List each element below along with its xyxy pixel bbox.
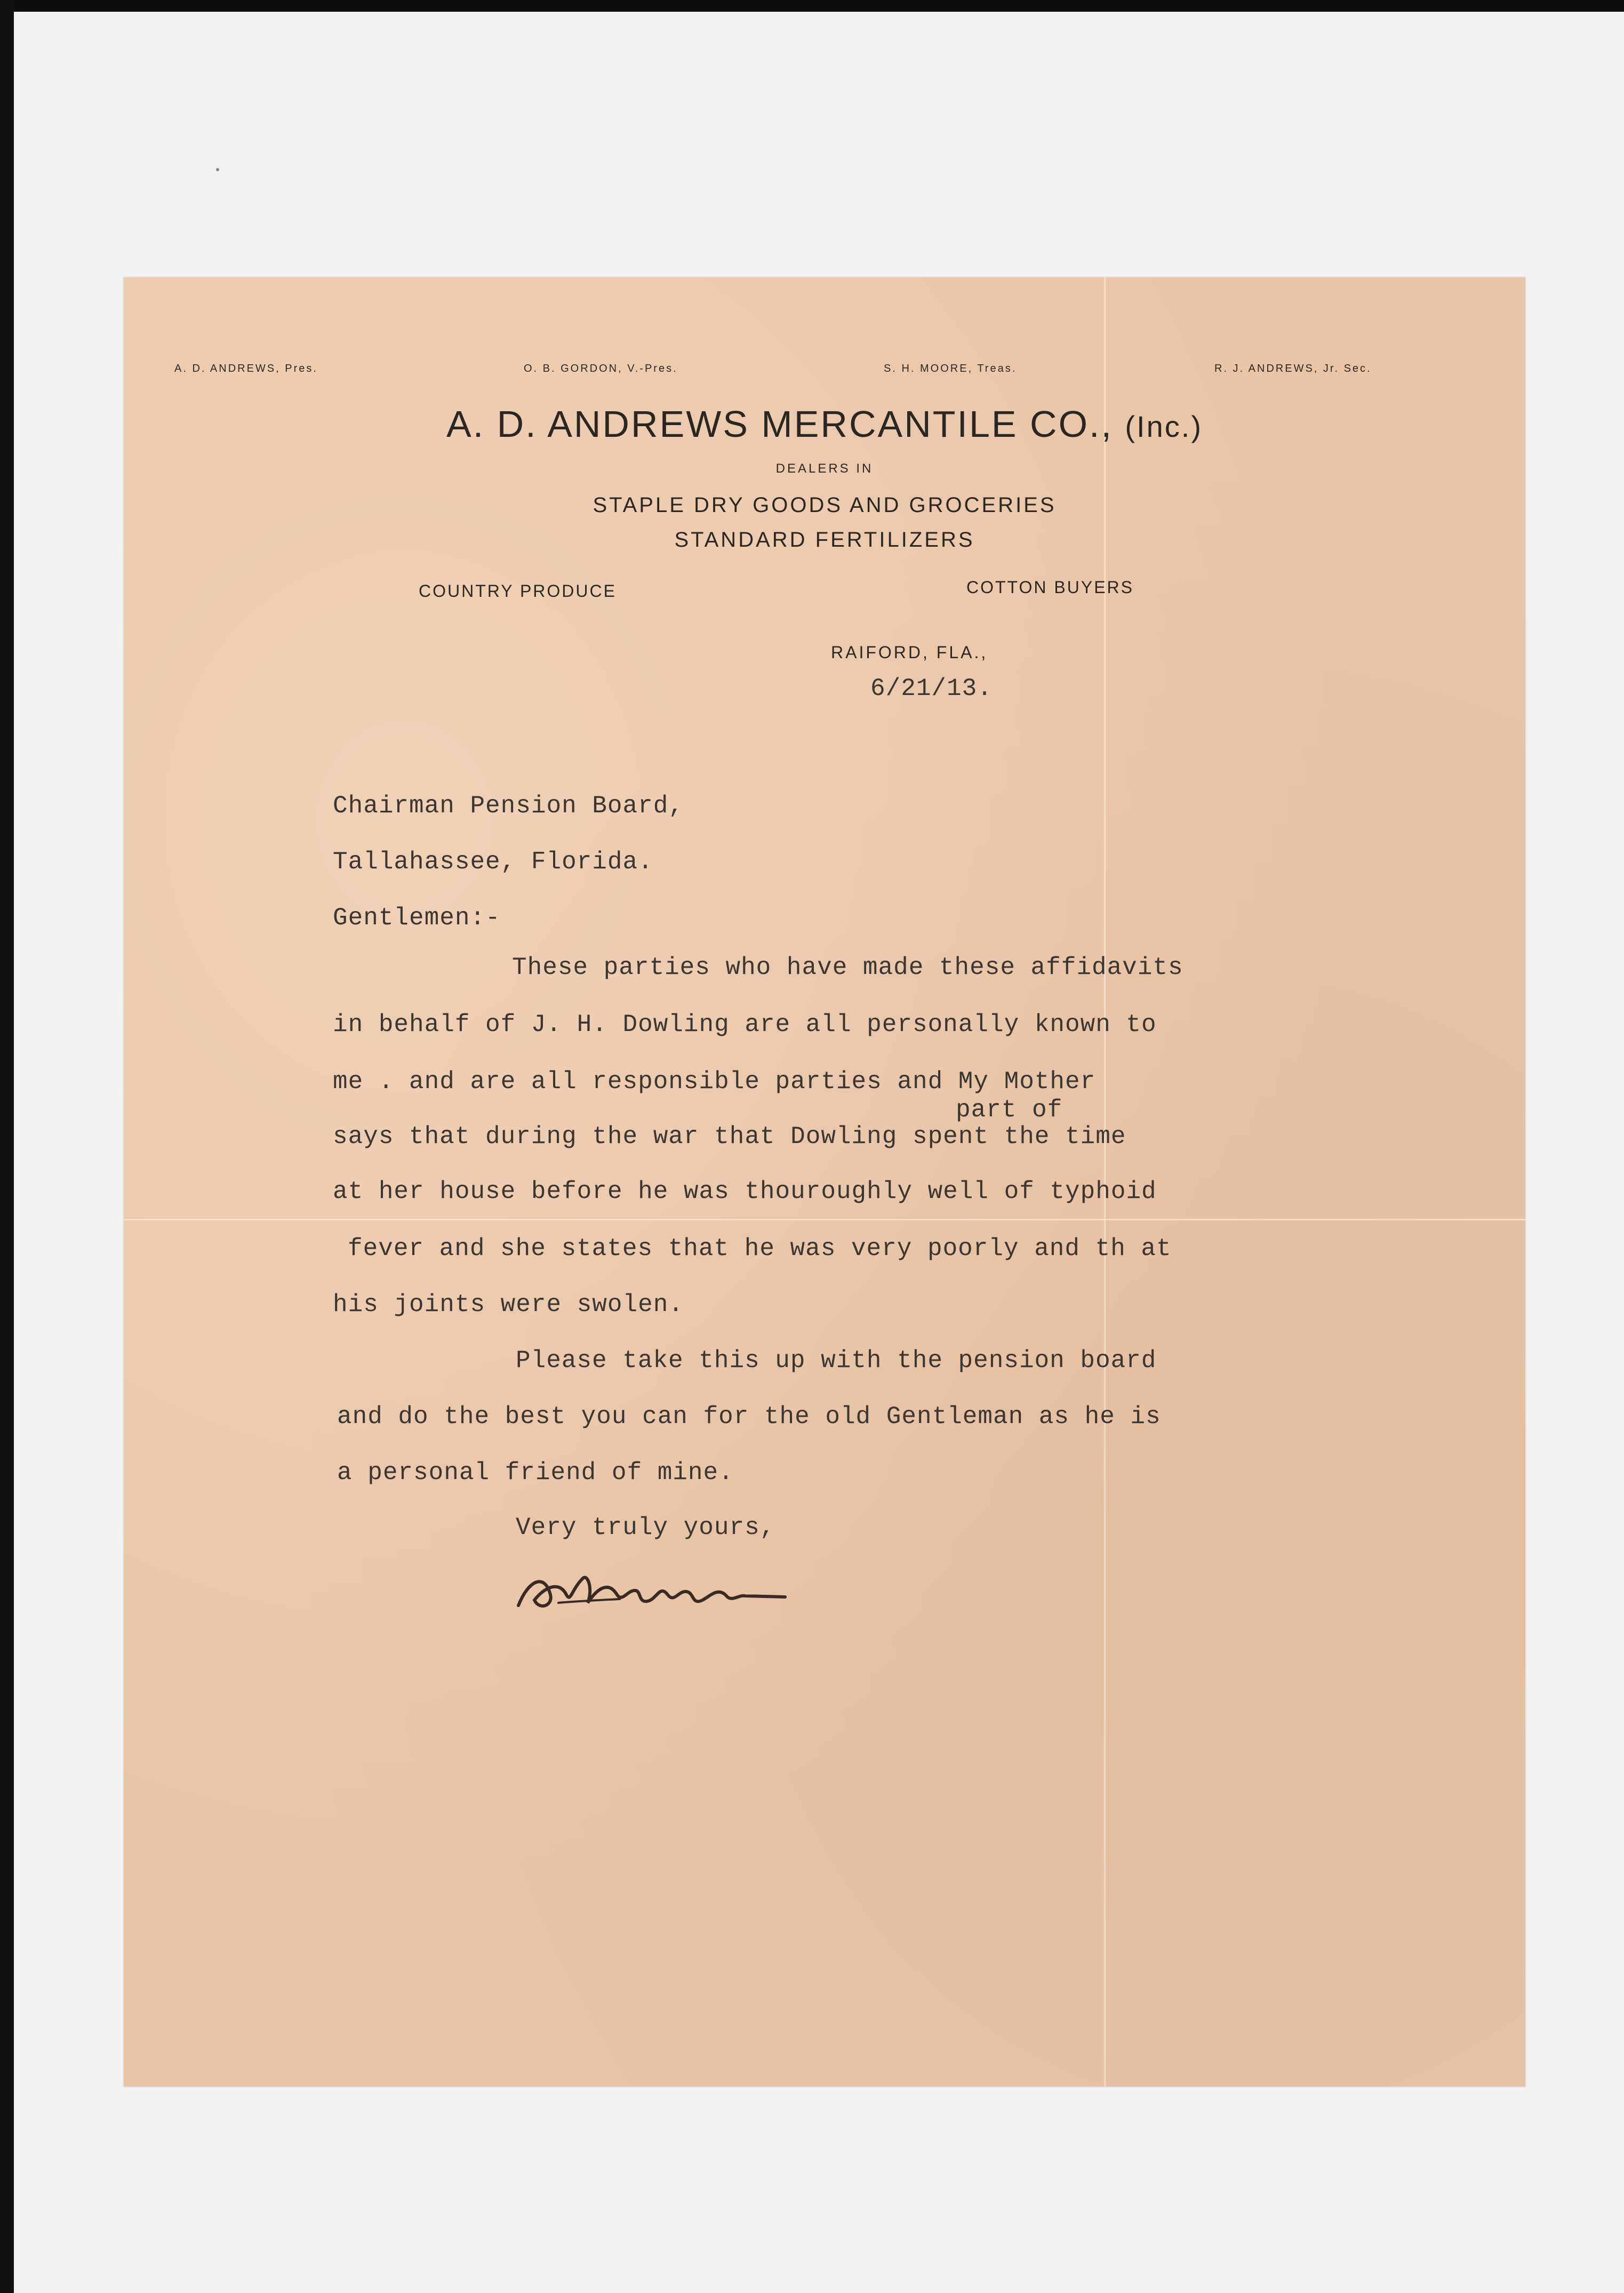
handwritten-signature [508,1557,806,1621]
body-line-7: his joints were swolen. [333,1291,684,1319]
company-name-text: A. D. ANDREWS MERCANTILE CO., [446,403,1113,445]
officer-president: A. D. ANDREWS, Pres. [174,363,318,374]
officer-secretary: R. J. ANDREWS, Jr. Sec. [1214,363,1372,374]
fold-line-horizontal [124,1219,1525,1220]
body-line-6: fever and she states that he was very poorly and th at [348,1235,1172,1263]
scan-border-top [0,0,1624,12]
fertilizers-line: STANDARD FERTILIZERS [674,528,975,552]
country-produce-tag: COUNTRY PRODUCE [419,581,617,601]
letter-paper [124,277,1525,2087]
closing: Very truly yours, [516,1514,775,1541]
company-suffix: (Inc.) [1125,410,1203,443]
cotton-buyers-tag: COTTON BUYERS [966,578,1134,597]
address-line-1: Chairman Pension Board, [333,792,684,820]
dealers-in-label: DEALERS IN [775,461,874,476]
officer-vice-president: O. B. GORDON, V.-Pres. [524,363,678,374]
officer-treasurer: S. H. MOORE, Treas. [884,363,1017,374]
letter-date: 6/21/13. [870,675,993,702]
company-name [124,403,1525,445]
body-line-9: and do the best you can for the old Gentleman as he is [337,1403,1161,1431]
body-line-1: These parties who have made these affidavits [512,954,1183,981]
body-line-3: me . and are all responsible parties and My Mother [333,1068,1096,1096]
body-line-5: at her house before he was thouroughly well of typhoid [333,1178,1157,1205]
goods-line: STAPLE DRY GOODS AND GROCERIES [593,493,1057,517]
scan-border-left [0,0,14,2293]
address-line-2: Tallahassee, Florida. [333,848,653,876]
body-line-10: a personal friend of mine. [337,1459,734,1487]
salutation: Gentlemen:- [333,904,501,932]
interlineation: part of [956,1096,1063,1124]
body-line-8: Please take this up with the pension board [516,1347,1157,1375]
scan-speck [216,168,219,171]
place-line: RAIFORD, FLA., [831,643,988,662]
body-line-4: says that during the war that Dowling spent the time [333,1123,1126,1151]
body-line-2: in behalf of J. H. Dowling are all personally known to [333,1011,1157,1038]
